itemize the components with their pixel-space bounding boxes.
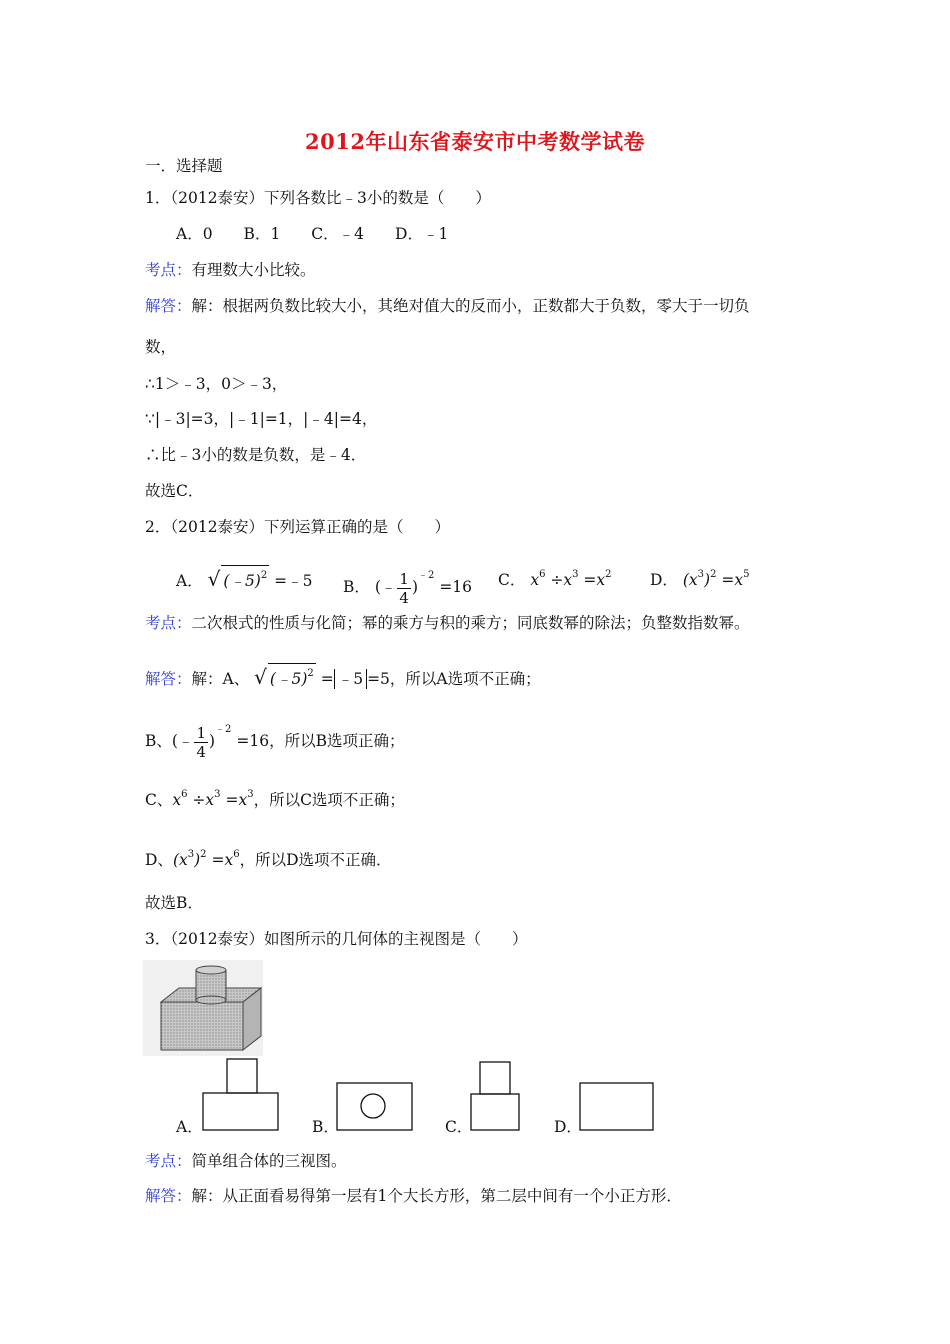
q3-option-b-label: B． <box>312 1118 339 1136</box>
q1-kaodian <box>145 260 316 280</box>
q2-jieda-c: C、$x^6 \div x^3 =x^3$，所以C选项不正确； <box>145 789 405 809</box>
kaodian-label: 考点： <box>145 261 192 279</box>
q2-jieda-d: D、$(x^3)^2 =x^6$，所以D选项不正确． <box>145 849 392 869</box>
q1-options: A．0 B．1 C．﹣4 D．﹣1 <box>176 225 449 243</box>
q2-option-c-label: C． <box>498 571 526 589</box>
q2-option-a <box>176 565 313 591</box>
option-d-figure <box>578 1081 656 1133</box>
q1-line-5: ∴比﹣3小的数是负数，是﹣4． <box>145 446 367 464</box>
q1-line-3: ∴1＞﹣3，0＞﹣3， <box>145 375 288 393</box>
kaodian-label: 考点： <box>145 1152 192 1170</box>
page-title: 2012年山东省泰安市中考数学试卷 <box>305 129 645 154</box>
q2-option-a-label: A． <box>176 572 203 590</box>
q3-kaodian-text: 简单组合体的三视图。 <box>191 1152 347 1170</box>
kaodian-label: 考点： <box>145 614 192 632</box>
q3-option-c-label: C． <box>445 1118 473 1136</box>
option-c-figure <box>468 1060 524 1132</box>
q2-kaodian-text: 二次根式的性质与化简；幂的乘方与积的乘方；同底数幂的除法；负整数指数幂。 <box>191 614 750 632</box>
q3-option-d-label: D． <box>554 1118 582 1136</box>
q2-kaodian <box>145 613 750 633</box>
q3-jieda-text: 解：从正面看易得第一层有1个大长方形，第二层中间有一个小正方形． <box>191 1187 682 1205</box>
q2-option-b-label: B． <box>343 578 370 596</box>
jieda-label: 解答： <box>145 670 192 688</box>
fraction-one-quarter: $\frac{1}{4}$ <box>399 569 409 607</box>
q2-option-d-label: D． <box>650 571 678 589</box>
q2-jieda-a: 解答：解：A、 √ (﹣5)$^2$ = ﹣5 =5，所以A选项不正确； <box>145 665 541 689</box>
q1-kaodian-text: 有理数大小比较。 <box>191 261 316 279</box>
sqrt-sign: √ <box>207 567 221 591</box>
q2-jieda-b: B、(﹣ $\frac{1}{4}$ )$^{﹣2}$ =16，所以B选项正确； <box>145 723 405 761</box>
section-heading: 一．选择题 <box>145 157 223 175</box>
q1-jieda-cont: 数， <box>145 338 177 356</box>
q2-answer: 故选B． <box>145 894 203 912</box>
q2-option-c: C． $x^6 \div x^3 =x^2$ <box>498 569 612 589</box>
q2-stem: 2．（2012泰安）下列运算正确的是（ ） <box>145 518 451 536</box>
solid-figure-image <box>143 960 263 1056</box>
q1-line-4: ∵|﹣3|=3，|﹣1|=1，|﹣4|=4， <box>145 410 378 428</box>
q3-option-a-label: A． <box>176 1118 203 1136</box>
sqrt-radicand: (﹣5)$^2$ <box>221 565 269 591</box>
q3-kaodian <box>145 1151 347 1171</box>
jieda-label: 解答： <box>145 1187 192 1205</box>
option-b-figure <box>335 1081 415 1133</box>
q1-jieda <box>145 296 750 316</box>
option-a-figure <box>200 1058 280 1132</box>
q3-stem: 3．（2012泰安）如图所示的几何体的主视图是（ ） <box>145 930 528 948</box>
q2-option-b: B． (﹣ $\frac{1}{4}$ )$^{﹣2}$ =16 <box>343 569 473 607</box>
q1-jieda-text: 解：根据两负数比较大小，其绝对值大的反而小，正数都大于负数，零大于一切负 <box>191 297 750 315</box>
q2-option-d: D． $(x^3)^2 =x^5$ <box>650 569 750 589</box>
q1-stem: 1．（2012泰安）下列各数比﹣3小的数是（ ） <box>145 189 491 207</box>
absolute-value: ﹣5 <box>334 669 367 689</box>
q3-jieda <box>145 1186 682 1206</box>
q1-answer: 故选C． <box>145 482 204 500</box>
q2-option-a-rhs: =﹣5 <box>274 572 313 590</box>
q2-option-b-rhs: =16 <box>439 578 473 596</box>
jieda-label: 解答： <box>145 297 192 315</box>
